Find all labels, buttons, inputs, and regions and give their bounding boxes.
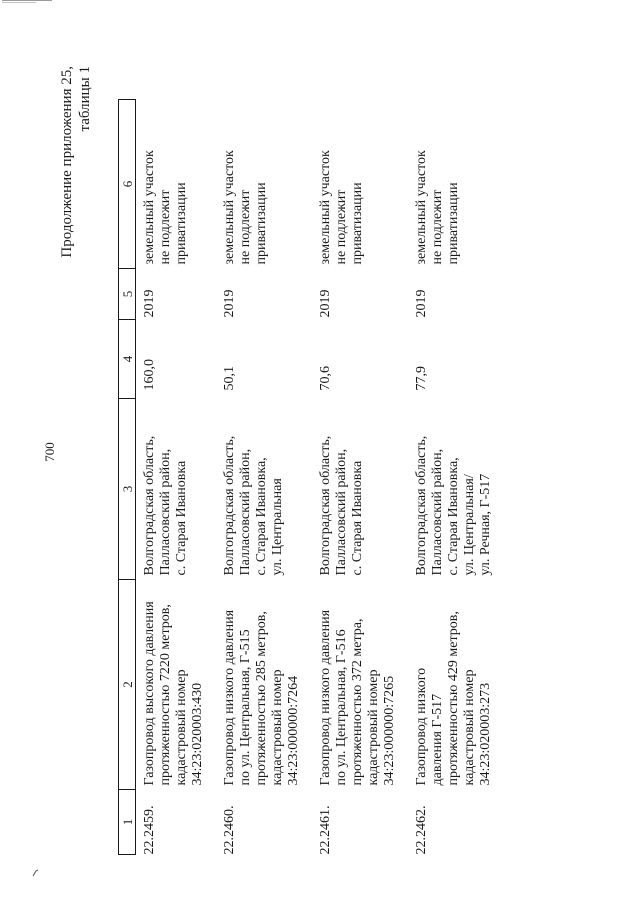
row-number: 22.2459. (142, 805, 157, 855)
object-note: земельный участок не подлежит приватизации (142, 150, 189, 265)
object-address: Волгоградская область, Палласовский район, с. Старая Ивановка (142, 435, 189, 576)
table-row (216, 100, 312, 855)
column-header-5: 5 (119, 269, 136, 320)
property-table (118, 99, 504, 855)
object-note: земельный участок не подлежит приватизации (318, 150, 365, 265)
object-year: 2019 (222, 289, 237, 318)
object-address: Волгоградская область, Палласовский район, с. Старая Ивановка, ул. Центральная/ ул. Речная, Г-517 (414, 435, 493, 576)
column-header-6: 6 (119, 100, 136, 269)
page-number: 700 (42, 442, 57, 462)
column-header-4: 4 (119, 320, 136, 399)
row-number: 22.2461. (318, 805, 333, 855)
object-name: Газопровод низкого давления Г-517 протяженностью 429 метров, кадастровый номер 34:23:020003:273 (414, 611, 493, 786)
continuation-heading (58, 66, 94, 366)
table-row (136, 100, 217, 855)
object-name: Газопровод низкого давления по ул. Центральная, Г-516 протяженностью 372 метра, кадастровый номер 34:23:000000:7265 (318, 609, 397, 786)
object-year: 2019 (318, 289, 333, 318)
continuation-line-1: Продолжение приложения 25, (59, 66, 75, 258)
object-address: Волгоградская область, Палласовский район, с. Старая Ивановка (318, 435, 365, 576)
table-row (312, 100, 408, 855)
object-name: Газопровод низкого давления по ул. Центральная, Г-515 протяженностью 285 метров, кадастровый номер 34:23:000000:7264 (222, 609, 301, 786)
object-year: 2019 (414, 289, 429, 318)
column-header-2: 2 (119, 580, 136, 790)
row-number: 22.2462. (414, 805, 429, 855)
column-header-1: 1 (119, 790, 136, 855)
continuation-line-2: таблицы 1 (77, 66, 93, 132)
column-header-3: 3 (119, 399, 136, 580)
object-year: 2019 (142, 289, 157, 318)
object-area: 160,0 (142, 359, 157, 391)
table-row (408, 100, 504, 855)
table-header-row (119, 100, 136, 855)
object-note: земельный участок не подлежит приватизации (222, 150, 269, 265)
object-address: Волгоградская область, Палласовский район, с. Старая Ивановка, ул. Центральная (222, 435, 285, 576)
object-area: 77,9 (414, 366, 429, 391)
row-number: 22.2460. (222, 805, 237, 855)
object-note: земельный участок не подлежит приватизации (414, 150, 461, 265)
object-area: 50,1 (222, 366, 237, 391)
object-name: Газопровод высокого давления протяженностью 7220 метров, кадастровый номер 34:23:020003:430 (142, 601, 205, 786)
object-area: 70,6 (318, 366, 333, 391)
